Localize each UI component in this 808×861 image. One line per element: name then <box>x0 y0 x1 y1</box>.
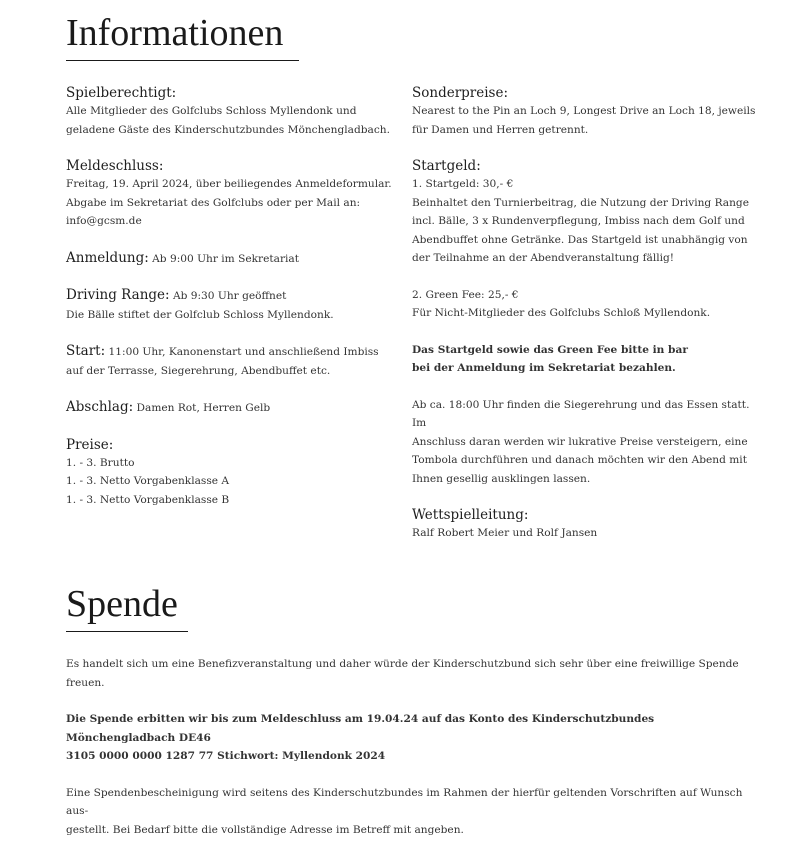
anmeldung-text: Ab 9:00 Uhr im Sekretariat <box>152 252 299 265</box>
sonderpreise-label: Sonderpreise: <box>412 85 509 101</box>
list-item: 1. - 3. Netto Vorgabenklasse A <box>66 475 230 487</box>
startgeld-text: Beinhaltet den Turnierbeitrag, die Nutzung der Driving Range incl. Bälle, 3 x Rundenverpflegung, Imbiss nach dem Golf und Abendbuffet ohne Getränke. Das Startgeld ist unabhängig von der Teilnahme an der Abendveranstaltung fällig! <box>412 196 749 264</box>
start-text2: auf der Terrasse, Siegerehrung, Abendbuffet etc. <box>66 364 331 377</box>
greenfee-block <box>412 286 757 323</box>
wettspielleitung-text: Ralf Robert Meier und Rolf Jansen <box>412 527 598 539</box>
info-right-column <box>412 84 757 561</box>
greenfee-sub: 2. Green Fee: 25,- € <box>412 288 519 301</box>
wettspielleitung-block <box>412 506 757 543</box>
spielberechtigt-text: Alle Mitglieder des Golfclubs Schloss Myllendonk und geladene Gäste des Kinderschutzbundes Mönchengladbach. <box>66 105 390 136</box>
payment-note-block <box>412 341 757 378</box>
driving-range-text: Ab 9:30 Uhr geöffnet <box>172 290 287 302</box>
spende-body <box>66 655 746 857</box>
spende-paragraph-2: Die Spende erbitten wir bis zum Meldeschluss am 19.04.24 auf das Konto des Kinderschutzbundes Mönchengladbach DE46 3105 0000 0000 1287 77 Stichwort: Myllendonk 2024 <box>66 713 655 762</box>
wettspielleitung-label: Wettspielleitung: <box>412 507 529 523</box>
driving-range-text2: Die Bälle stiftet der Golfclub Schloss Myllendonk. <box>66 308 334 321</box>
meldeschluss-block <box>66 157 396 231</box>
abschlag-block <box>66 398 396 418</box>
spielberechtigt-label: Spielberechtigt: <box>66 85 177 101</box>
info-left-column <box>66 84 396 527</box>
startgeld-block <box>412 157 757 268</box>
sonderpreise-text: Nearest to the Pin an Loch 9, Longest Drive an Loch 18, jeweils für Damen und Herren getrennt. <box>412 105 756 136</box>
informationen-heading: Informationen <box>66 14 299 61</box>
spende-paragraph-3: Eine Spendenbescheinigung wird seitens des Kinderschutzbundes im Rahmen der hierfür geltenden Vorschriften auf Wunsch aus- gestellt. Bei Bedarf bitte die vollständige Adresse im Betreff mit angeben. <box>66 786 743 836</box>
spende-paragraph-1: Es handelt sich um eine Benefizveranstaltung und daher würde der Kinderschutzbund sich sehr über eine freiwillige Spende freuen. <box>66 658 739 689</box>
preise-label: Preise: <box>66 436 114 453</box>
payment-note-text: Das Startgeld sowie das Green Fee bitte in bar bei der Anmeldung im Sekretariat bezahlen. <box>412 343 688 374</box>
spende-heading: Spende <box>66 585 188 632</box>
list-item: 1. - 3. Brutto <box>66 456 135 469</box>
meldeschluss-label: Meldeschluss: <box>66 158 164 174</box>
meldeschluss-text: Freitag, 19. April 2024, über beiliegendes Anmeldeformular. Abgabe im Sekretariat des Golfclubs oder per Mail an: info@gcsm.de <box>66 178 392 227</box>
preise-block <box>66 436 396 510</box>
start-block <box>66 342 396 380</box>
start-label: Start: <box>66 343 106 359</box>
preise-list <box>66 454 396 510</box>
driving-range-block <box>66 286 396 324</box>
abschlag-label: Abschlag: <box>66 399 134 415</box>
spielberechtigt-block <box>66 84 396 139</box>
anmeldung-block <box>66 249 396 269</box>
anmeldung-label: Anmeldung: <box>66 249 149 266</box>
evening-text: Ab ca. 18:00 Uhr finden die Siegerehrung und das Essen statt. Im Anschluss daran werden wir lukrative Preise versteigern, eine Tombola durchführen und danach möchten wir den Abend mit Ihnen gesellig ausklingen lassen. <box>412 398 750 485</box>
evening-block <box>412 396 757 489</box>
start-text: 11:00 Uhr, Kanonenstart und anschließend Imbiss <box>108 346 379 358</box>
driving-range-label: Driving Range: <box>66 287 170 303</box>
sonderpreise-block <box>412 84 757 139</box>
startgeld-label: Startgeld: <box>412 158 481 174</box>
startgeld-sub: 1. Startgeld: 30,- € <box>412 178 514 190</box>
greenfee-text: Für Nicht-Mitglieder des Golfclubs Schloß Myllendonk. <box>412 307 711 319</box>
list-item: 1. - 3. Netto Vorgabenklasse B <box>66 493 230 506</box>
abschlag-text: Damen Rot, Herren Gelb <box>136 402 271 414</box>
